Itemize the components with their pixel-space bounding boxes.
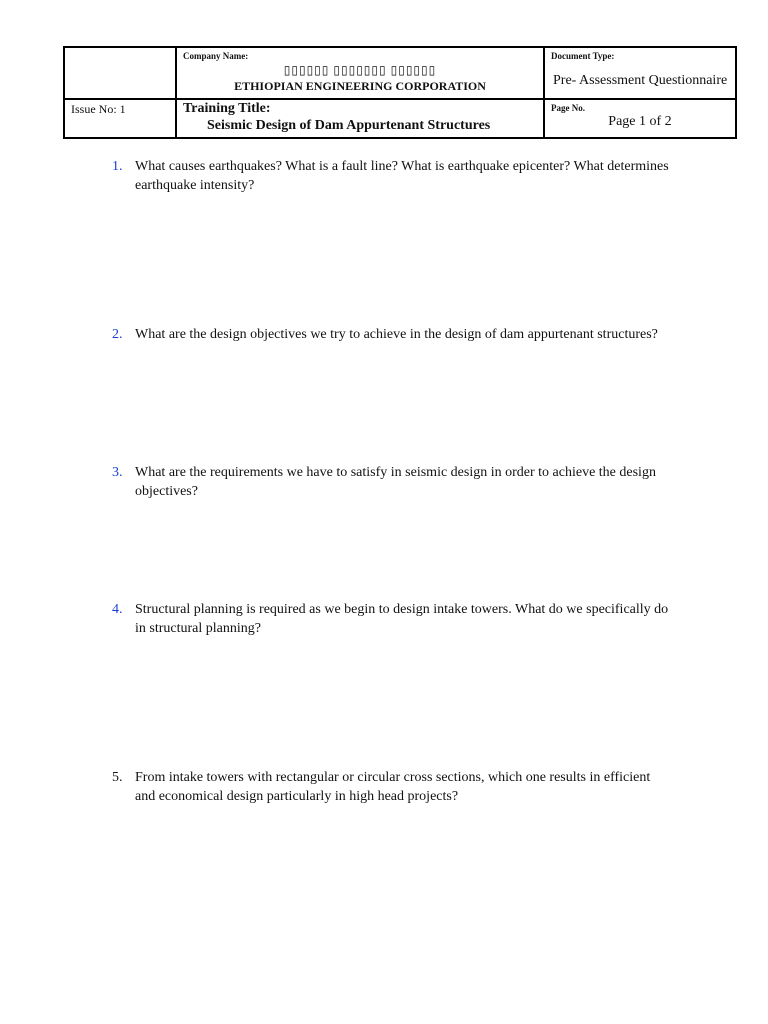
question-text: What are the design objectives we try to achieve in the design of dam appurtenant structures? <box>135 327 658 342</box>
question-number: 2. <box>112 327 123 342</box>
question-number: 3. <box>112 465 123 480</box>
question-item <box>112 157 672 195</box>
company-name-amharic: ▯▯▯▯▯▯ ▯▯▯▯▯▯▯ ▯▯▯▯▯▯ <box>283 63 437 77</box>
company-name: ETHIOPIAN ENGINEERING CORPORATION <box>234 79 486 93</box>
issue-number: Issue No: 1 <box>71 102 126 117</box>
question-number: 4. <box>112 602 123 617</box>
company-name-label: Company Name: <box>183 51 249 61</box>
training-cell <box>176 99 544 138</box>
company-cell <box>176 47 544 99</box>
question-number: 1. <box>112 159 123 174</box>
question-item <box>112 768 672 806</box>
question-item <box>112 600 672 638</box>
page-number-value: Page 1 of 2 <box>608 114 672 130</box>
question-number: 5. <box>112 770 123 785</box>
document-type-label: Document Type: <box>551 51 615 61</box>
document-type-cell <box>544 47 736 99</box>
page-number-label: Page No. <box>551 103 585 114</box>
question-item <box>112 463 672 501</box>
issue-cell <box>64 99 176 138</box>
training-title: Seismic Design of Dam Appurtenant Structures <box>207 118 491 134</box>
document-header-table <box>63 46 737 139</box>
question-item <box>112 325 672 344</box>
question-text: What are the requirements we have to satisfy in seismic design in order to achieve the design objectives? <box>135 465 656 499</box>
question-text: From intake towers with rectangular or circular cross sections, which one results in efficient and economical design particularly in high head projects? <box>135 770 651 804</box>
page-number-cell <box>544 99 736 138</box>
training-title-label: Training Title: <box>183 101 271 117</box>
question-text: What causes earthquakes? What is a fault line? What is earthquake epicenter? What determines earthquake intensity? <box>135 159 669 193</box>
document-type-value: Pre- Assessment Questionnaire <box>553 73 728 88</box>
question-text: Structural planning is required as we begin to design intake towers. What do we specifically do in structural planning? <box>135 602 669 636</box>
logo-cell <box>64 47 176 99</box>
